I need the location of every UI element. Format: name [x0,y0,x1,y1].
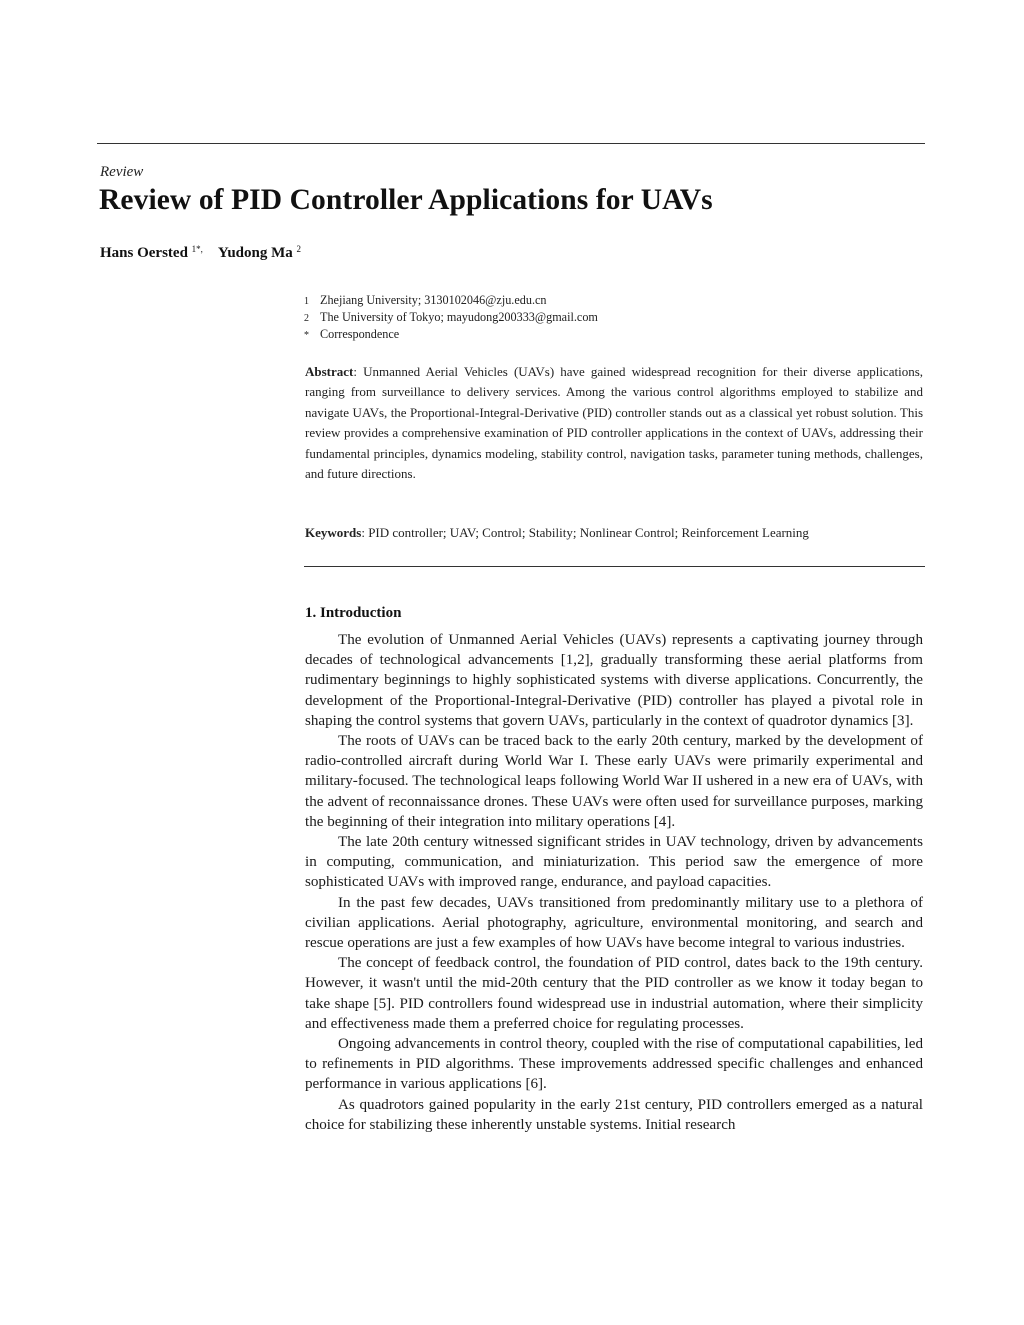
affiliation [304,293,547,308]
affiliation-text: Correspondence [320,327,400,341]
author-list [100,244,301,262]
correspondence [304,327,399,342]
affiliation-mark: 2 [304,313,309,324]
section-heading: 1. Introduction [305,605,402,621]
affiliation-text: The University of Tokyo; mayudong200333@gmail.com [320,310,598,324]
author-name: Hans Oersted [100,245,188,261]
affiliation-mark: 1 [304,296,309,307]
body-paragraph: The roots of UAVs can be traced back to the early 20th century, marked by the development of radio-controlled aircraft during World War I. These early UAVs were primarily experimental and military-focused. The technological leaps following World War II ushered in a new era of UAVs, with the advent of reconnaissance drones. These UAVs were often used for surveillance purposes, marking the beginning of their integration into military operations [4]. [305,733,923,830]
affiliation-text: Zhejiang University; 3130102046@zju.edu.cn [320,293,547,307]
paper-title: Review of PID Controller Applications for UAVs [99,184,713,216]
author-name: Yudong Ma [217,245,293,261]
affiliation-mark: * [304,330,309,341]
body-paragraph: The concept of feedback control, the foundation of PID control, dates back to the 19th century. However, it wasn't until the mid-20th century that the PID controller as we know it today began to take shape [5]. PID controllers found widespread use in industrial automation, where their simplicity and effectiveness made them a preferred choice for regulating processes. [305,955,923,1032]
body-paragraph: Ongoing advancements in control theory, coupled with the rise of computational capabilities, led to refinements in PID algorithms. These improvements addressed specific challenges and enhanced performance in various applications [6]. [305,1036,923,1093]
body-paragraph: As quadrotors gained popularity in the early 21st century, PID controllers emerged as a natural choice for stabilizing these inherently unstable systems. Initial research [305,1096,923,1133]
author-affiliation-mark: 2 [296,244,302,254]
keywords-text: : PID controller; UAV; Control; Stability; Nonlinear Control; Reinforcement Learning [361,525,809,540]
affiliation [304,310,598,325]
keywords [305,525,923,541]
abstract-text: : Unmanned Aerial Vehicles (UAVs) have gained widespread recognition for their diverse applications, ranging from surveillance to delivery services. Among the various control algorithms employed to stabilize and navigate UAVs, the Proportional-Integral-Derivative (PID) controller stands out as a classical yet robust solution. This review provides a comprehensive examination of PID controller applications in the context of UAVs, addressing their fundamental principles, dynamics modeling, stability control, navigation tasks, parameter tuning methods, challenges, and future directions. [305,364,923,482]
article-type: Review [100,164,144,180]
abstract [305,362,923,484]
top-divider [97,143,925,144]
keywords-label: Keywords [305,525,362,540]
body-paragraph: The late 20th century witnessed significant strides in UAV technology, driven by advancements in computing, communication, and miniaturization. This period saw the emergence of more sophisticated UAVs with improved range, endurance, and payload capacities. [305,834,923,891]
body-paragraph: The evolution of Unmanned Aerial Vehicles (UAVs) represents a captivating journey through decades of technological advancements [1,2], gradually transforming these aerial platforms from rudimentary beginnings to highly sophisticated systems with diverse applications. Concurrently, the development of the Proportional-Integral-Derivative (PID) controller has played a pivotal role in shaping the control systems that govern UAVs, particularly in the context of quadrotor dynamics [3]. [305,632,923,729]
section-divider [304,566,925,567]
body-paragraph: In the past few decades, UAVs transitioned from predominantly military use to a plethora of civilian applications. Aerial photography, agriculture, environmental monitoring, and search and rescue operations are just a few examples of how UAVs have become integral to various industries. [305,894,923,952]
author-affiliation-mark: 1*, [191,244,203,254]
abstract-label: Abstract [305,364,354,379]
introduction-body [305,630,923,1135]
